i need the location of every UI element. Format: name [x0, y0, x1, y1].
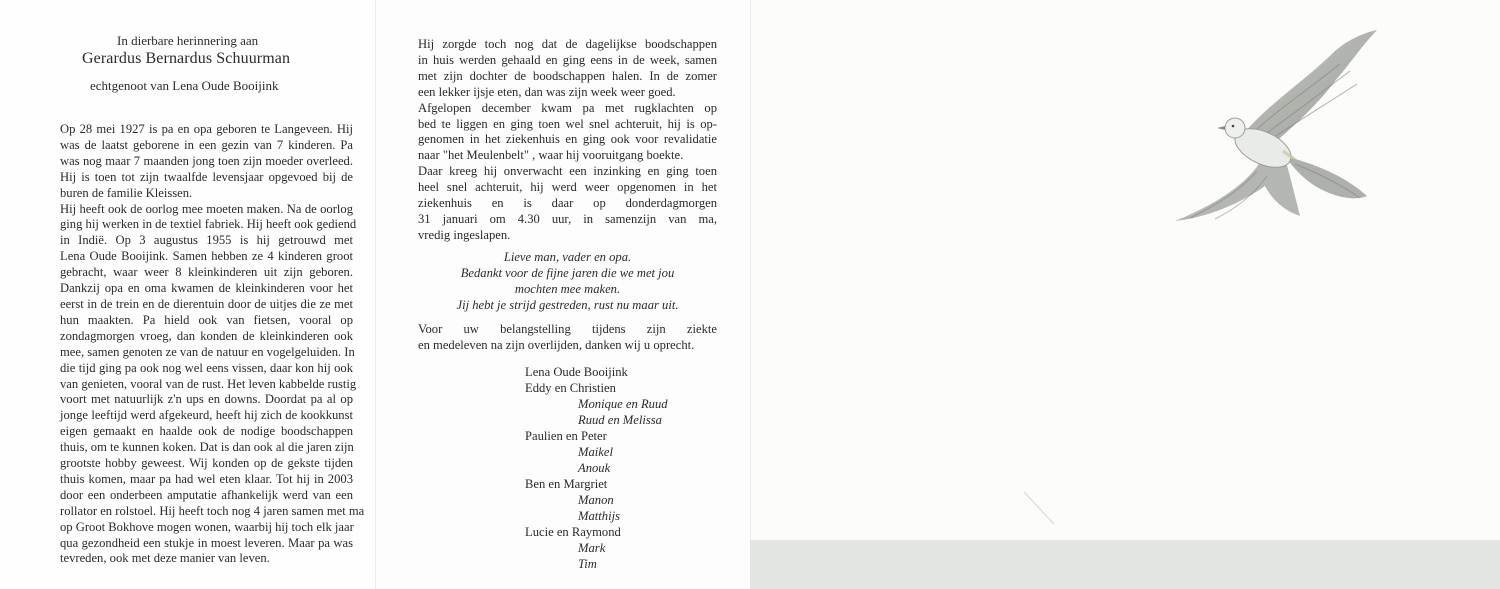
family-signatures: [525, 364, 668, 572]
biography-line: Dankzij opa en oma kwamen de kleinkinderen voor het: [60, 281, 353, 296]
biography-line: hun maakten. Pa hield ook van fietsen, vooral op: [60, 312, 353, 327]
continuation-line: ziekenhuis en is daar op donderdagmorgen: [418, 196, 717, 211]
biography-line: Hij is toen tot zijn twaalfde levensjaar opgevoed bij de: [60, 169, 353, 184]
continuation-text: [418, 37, 717, 244]
family-grandchild: Anouk: [578, 461, 611, 475]
biography-line: qua gezondheid een stukje in moest leveren. Maar pa was: [60, 535, 353, 550]
continuation-line: bed te liggen en ging toen wel snel achteruit, hij is op-: [418, 116, 717, 131]
continuation-line: 31 januari om 4.30 uur, in samenzijn van ma,: [418, 211, 717, 226]
bottom-gray-band: [750, 540, 1500, 589]
biography-line: thuis, om te kunnen koken. Dat is dan ook al die jaren zijn: [60, 440, 354, 455]
family-grandchild: Matthijs: [578, 509, 620, 523]
biography-line: gebracht, waar weer 8 kleinkinderen uit zijn geboren.: [60, 265, 353, 280]
biography-line: zondagmorgen vroeg, dan konden de kleinkinderen ook: [60, 328, 353, 343]
continuation-line: genomen in het ziekenhuis en ging ook voor revalidatie: [418, 132, 717, 147]
paper-scratch-mark: [1020, 488, 1060, 528]
biography-line: ging hij werken in de textiel fabriek. Hij heeft ook gediend: [60, 217, 357, 232]
continuation-line: in huis werden gehaald en ging eens in de week, samen: [418, 52, 717, 67]
family-couple: Paulien en Peter: [525, 429, 607, 443]
biography-line: Op 28 mei 1927 is pa en opa geboren te Langeveen. Hij: [60, 122, 353, 136]
family-grandchild: Ruud en Melissa: [578, 413, 662, 427]
family-grandchild: Maikel: [578, 445, 613, 459]
poem-line: mochten mee maken.: [514, 282, 621, 296]
family-grandchild: Manon: [578, 493, 614, 507]
memorial-poem: [418, 249, 717, 313]
biography-line: op Groot Bokhove mogen wonen, waarbij hij toch elk jaar: [60, 519, 354, 534]
family-widow: Lena Oude Booijink: [525, 365, 628, 379]
dove-icon: [1145, 26, 1385, 231]
family-grandchild: Monique en Ruud: [578, 397, 668, 411]
poem-line: Bedankt voor de fijne jaren die we met jou: [460, 266, 675, 280]
biography-line: jonge leeftijd werd afgekeurd, heeft hij zich de kookkunst: [60, 408, 353, 423]
biography-line: thuis komen, maar pa had wel eten klaar. Tot hij in 2003: [60, 471, 353, 486]
biography-line: grootste hobby geweest. Wij konden op de gekste tijden: [60, 456, 353, 471]
biography-text: [60, 122, 365, 567]
biography-line: Lena Oude Booijink. Samen hebben ze 4 kinderen groot: [60, 249, 353, 264]
continuation-line: Daar kreeg hij onverwacht een inzinking en ging toen: [418, 164, 717, 179]
family-couple: Lucie en Raymond: [525, 525, 621, 539]
thanks-line: en medeleven na zijn overlijden, danken wij u oprecht.: [418, 337, 695, 352]
biography-line: die tijd ging pa ook nog wel eens vissen, daar kon hij ook: [60, 360, 353, 375]
continuation-line: Hij zorgde toch nog dat de dagelijkse boodschappen: [418, 37, 717, 51]
fold-line: [375, 0, 376, 589]
biography-line: door een onderbeen amputatie afhankelijk werd van een: [60, 487, 353, 502]
biography-line: in Indië. Op 3 augustus 1955 is hij getrouwd met: [60, 233, 353, 248]
biography-line: van genieten, vooral van de rust. Het leven kabbelde rustig: [60, 376, 357, 391]
biography-line: mee, samen genoten ze van de natuur en vogelgeluiden. In: [60, 344, 355, 359]
family-couple: Ben en Margriet: [525, 477, 608, 491]
thanks-text: [418, 322, 717, 354]
biography-line: eigen gemaakt en haalde ook de nodige boodschappen: [60, 424, 353, 439]
intro-line: In dierbare herinnering aan: [117, 33, 259, 48]
poem-line: Jij hebt je strijd gestreden, rust nu maar uit.: [456, 298, 679, 312]
deceased-name: Gerardus Bernardus Schuurman: [82, 50, 291, 67]
family-couple: Eddy en Christien: [525, 381, 616, 395]
biography-line: tevreden, ook met deze manier van leven.: [60, 551, 270, 566]
right-panel: [750, 0, 1500, 589]
family-grandchild: Mark: [578, 541, 606, 555]
spouse-line: echtgenoot van Lena Oude Booijink: [90, 78, 279, 93]
biography-line: rollator en rolstoel. Hij heeft toch nog 4 jaren samen met ma: [60, 503, 365, 518]
continuation-line: met zijn dochter de boodschappen halen. In de zomer: [418, 68, 717, 83]
biography-line: was de laatst geborene in een gezin van 7 kinderen. Pa: [60, 137, 353, 152]
continuation-line: vredig ingeslapen.: [418, 227, 511, 242]
continuation-line: naar "het Meulenbelt" , waar hij vooruitgang boekte.: [418, 148, 684, 163]
family-grandchild: Tim: [578, 557, 597, 571]
continuation-line: een lekker ijsje eten, dan was zijn week weer goed.: [418, 84, 676, 99]
thanks-line: Voor uw belangstelling tijdens zijn ziekte: [418, 322, 717, 336]
biography-line: Hij heeft ook de oorlog mee moeten maken. Na de oorlog: [60, 201, 353, 216]
fold-line: [750, 0, 751, 589]
biography-line: eerst in de trein en de dierentuin door de uitjes die ze met: [60, 296, 353, 311]
continuation-line: Afgelopen december kwam pa met rugklachten op: [418, 100, 717, 115]
biography-line: buren de familie Kleissen.: [60, 185, 193, 200]
biography-line: voort met natuurlijk z'n ups en downs. Doordat pa al op: [60, 392, 353, 407]
poem-line: Lieve man, vader en opa.: [503, 250, 632, 264]
biography-line: was nog maar 7 maanden jong toen zijn moeder overleed.: [60, 153, 353, 168]
continuation-line: heel snel achteruit, hij werd weer opgenomen in het: [418, 180, 717, 195]
